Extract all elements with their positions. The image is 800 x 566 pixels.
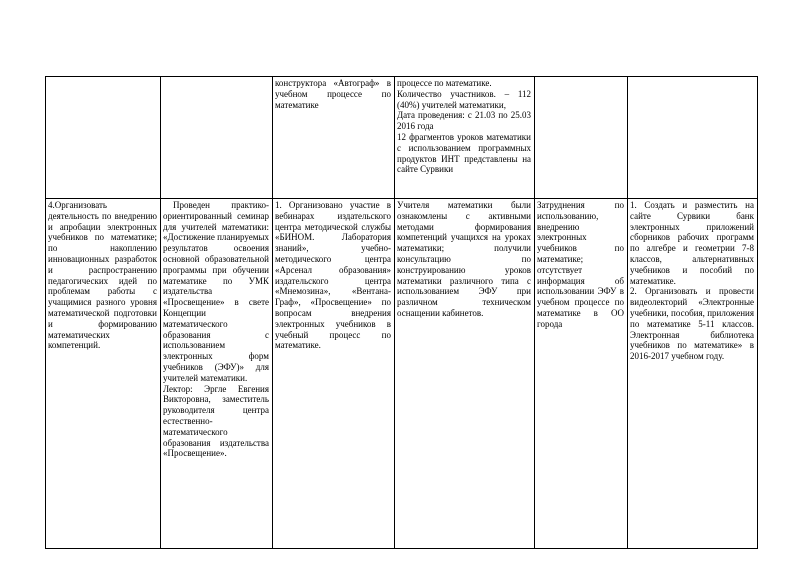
cell-r1c5 (535, 77, 628, 199)
paragraph: Лектор: Эргле Евгения Викторовна, заместитель руководителя центра естественно-математического образования издательства «Просвещение». (163, 383, 269, 459)
table-row-item4 (46, 199, 758, 549)
paragraph: 1. Создать и разместить на сайте Сурвики банк электронных приложений сборников рабочих программ по алгебре и геометрии 7-8 классов, альтернативных учебников и пособий по математике. (630, 200, 754, 286)
cell-r2c1-task (46, 199, 161, 549)
paragraph: 1. Организовано участие в вебинарах издательского центра методической службы «БИНОМ. Лаборатория знаний», учебно-методического центра «Арсенал образования» издательского центра «Мнемозина», «Вентана-Граф», «Просвещение» по вопросам внедрения электронных учебников в учебный процесс по математике. (275, 200, 391, 351)
cell-r1c2 (161, 77, 273, 199)
paragraph: Дата проведения: с 21.03 по 25.03 2016 года (397, 110, 531, 132)
cell-r2c2-seminar (161, 199, 273, 549)
paragraph: конструктора «Автограф» в учебном процессе по математике (275, 78, 391, 110)
paragraph: 2. Организовать и провести видеолекторий «Электронные учебники, пособия, приложения по математике 5-11 классов. Электронная библиотека учебников по математике» в 2016-2017 учебном году. (630, 286, 754, 362)
table-row-continuation (46, 77, 758, 199)
cell-r2c3-webinars (273, 199, 395, 549)
paragraph: Учителя математики были ознакомлены с активными методами формирования компетенций учащихся на уроках математики; получили консультацию по конструированию уроков математики различного типа с использованием ЭФУ при различном техническом оснащении кабинетов. (397, 200, 531, 318)
paragraph: процессе по математике. (397, 78, 492, 88)
paragraph: Проведен практико-ориентированный семинар для учителей математики: «Достижение планируемых результатов освоения основной образовательной программы при обучении математике по УМК издательства «Просвещение» в свете Концепции математического образования с использованием электронных форм учебников (ЭФУ)» для учителей математики. (163, 200, 270, 383)
cell-r1c4 (395, 77, 535, 199)
paragraph: 12 фрагментов уроков математики с использованием программных продуктов ИНТ представлены на сайте Сурвики (397, 131, 531, 175)
cell-r1c6 (628, 77, 758, 199)
results-table (45, 76, 758, 549)
cell-r2c5-problems (535, 199, 628, 549)
cell-r1c3 (273, 77, 395, 199)
cell-r1c1 (46, 77, 161, 199)
paragraph: 4.Организовать деятельность по внедрению и апробации электронных учебников по математике; по накоплению инновационных разработок и распространению педагогических идей по проблемам работы с учащимися разного уровня математической подготовки и формированию математических компетенций. (48, 200, 157, 351)
paragraph: Затруднения по использованию, внедрению электронных учебников по математике; отсутствует информация об использовании ЭФУ в учебном процессе по математике в ОО города (537, 200, 624, 329)
cell-r2c4-results (395, 199, 535, 549)
paragraph: Количество участников. – 112 (40%) учителей математики, (397, 88, 531, 110)
cell-r2c6-plans (628, 199, 758, 549)
